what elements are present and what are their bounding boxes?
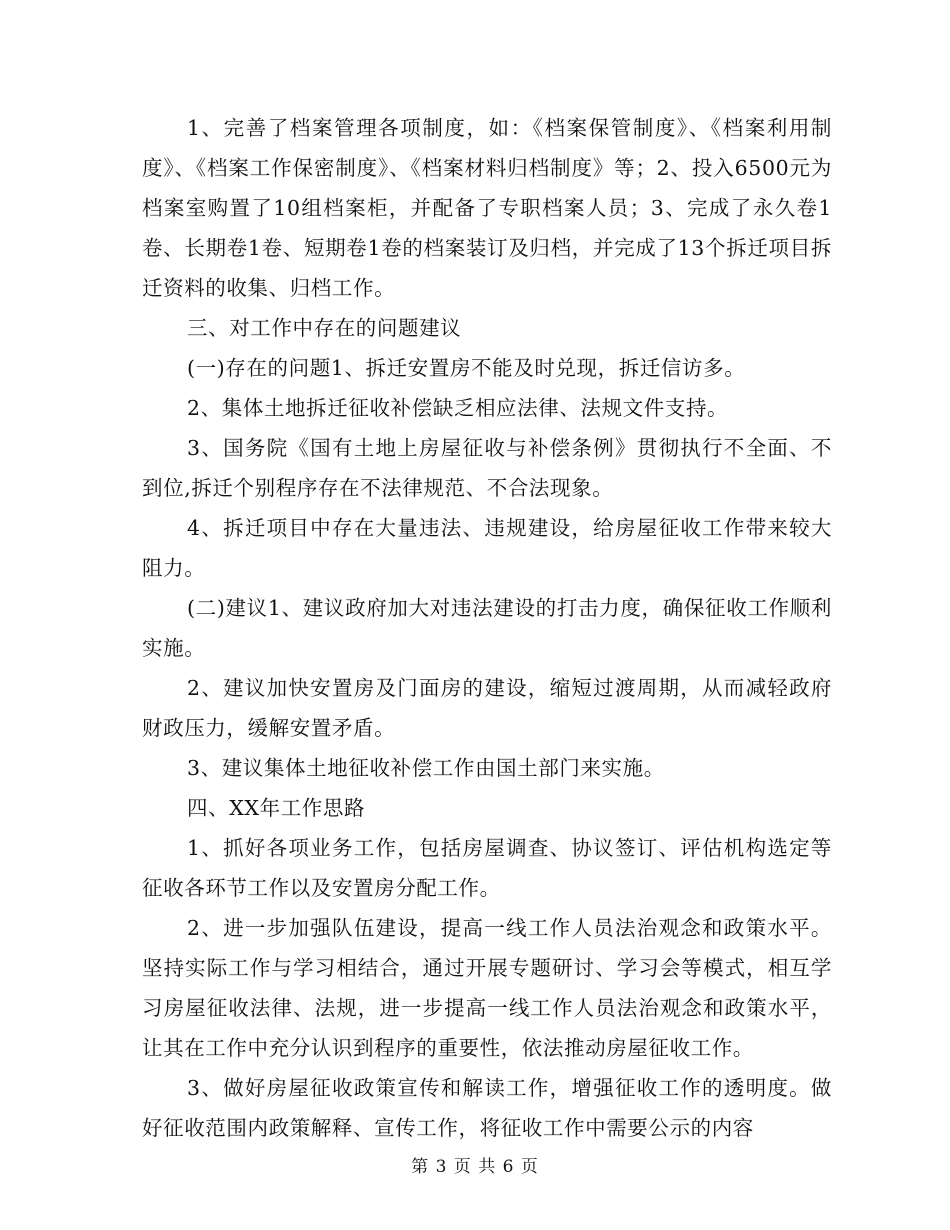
paragraph-problem-1: (一)存在的问题1、拆迁安置房不能及时兑现，拆迁信访多。 — [187, 356, 746, 380]
page-footer — [0, 1152, 950, 1177]
paragraph-plan-3: 3、做好房屋征收政策宣传和解读工作，增强征收工作的透明度。做好征收范围内政策解释、宣传工作，将征收工作中需要公示的内容 — [142, 1076, 832, 1140]
page-number: 第 3 页 共 6 页 — [411, 1157, 539, 1177]
section-heading-work-plan: 四、XX年工作思路 — [187, 796, 366, 820]
paragraph-archive-measures: 1、完善了档案管理各项制度，如：《档案保管制度》、《档案利用制度》、《档案工作保密制度》、《档案材料归档制度》等；2、投入6500元为档案室购置了10组档案柜，并配备了专职档案人员；3、完成了永久卷1卷、长期卷1卷、短期卷1卷的档案装订及归档，并完成了13个拆迁项目拆迁资料的收集、归档工作。 — [142, 116, 832, 300]
paragraph-suggestion-1: (二)建议1、建议政府加大对违法建设的打击力度，确保征收工作顺利实施。 — [142, 596, 832, 660]
paragraph-plan-2: 2、进一步加强队伍建设，提高一线工作人员法治观念和政策水平。坚持实际工作与学习相结合，通过开展专题研讨、学习会等模式，相互学习房屋征收法律、法规，进一步提高一线工作人员法治观念和政策水平，让其在工作中充分认识到程序的重要性，依法推动房屋征收工作。 — [142, 916, 832, 1060]
paragraph-problem-4: 4、拆迁项目中存在大量违法、违规建设，给房屋征收工作带来较大阻力。 — [142, 516, 832, 580]
paragraph-problem-2: 2、集体土地拆迁征收补偿缺乏相应法律、法规文件支持。 — [187, 396, 729, 420]
section-heading-problems-suggestions: 三、对工作中存在的问题建议 — [187, 316, 462, 340]
document-body — [142, 108, 832, 1148]
paragraph-suggestion-2: 2、建议加快安置房及门面房的建设，缩短过渡周期，从而减轻政府财政压力，缓解安置矛盾。 — [142, 676, 832, 740]
paragraph-plan-1: 1、抓好各项业务工作，包括房屋调查、协议签订、评估机构选定等征收各环节工作以及安置房分配工作。 — [142, 836, 832, 900]
paragraph-suggestion-3: 3、建议集体土地征收补偿工作由国土部门来实施。 — [187, 756, 665, 780]
paragraph-problem-3: 3、国务院《国有土地上房屋征收与补偿条例》贯彻执行不全面、不到位,拆迁个别程序存在不法律规范、不合法现象。 — [142, 436, 832, 500]
